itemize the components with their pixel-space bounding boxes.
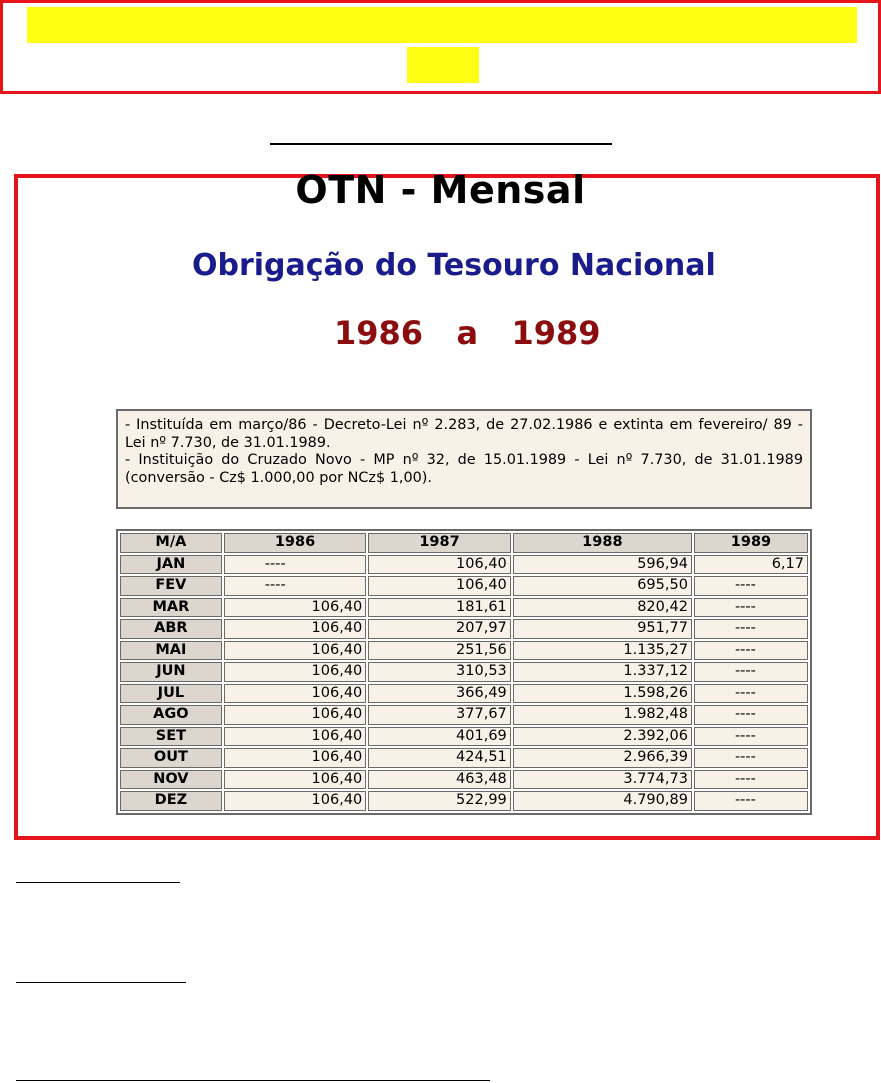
month-cell: JUL bbox=[120, 684, 222, 704]
value-cell: 6,17 bbox=[694, 555, 808, 575]
column-header: 1989 bbox=[694, 533, 808, 553]
month-cell: MAR bbox=[120, 598, 222, 618]
month-cell: AGO bbox=[120, 705, 222, 725]
value-cell: 1.337,12 bbox=[513, 662, 692, 682]
value-cell: ---- bbox=[694, 662, 808, 682]
value-cell: ---- bbox=[694, 684, 808, 704]
value-cell: 424,51 bbox=[368, 748, 511, 768]
page-title: OTN - Mensal bbox=[295, 168, 586, 212]
month-cell: JAN bbox=[120, 555, 222, 575]
table-row bbox=[120, 770, 808, 790]
value-cell: 820,42 bbox=[513, 598, 692, 618]
value-cell: 377,67 bbox=[368, 705, 511, 725]
month-cell: SET bbox=[120, 727, 222, 747]
value-cell: 106,40 bbox=[224, 770, 367, 790]
value-cell: 207,97 bbox=[368, 619, 511, 639]
page-subtitle: Obrigação do Tesouro Nacional bbox=[192, 248, 716, 283]
month-cell: NOV bbox=[120, 770, 222, 790]
month-cell: FEV bbox=[120, 576, 222, 596]
value-cell: 1.598,26 bbox=[513, 684, 692, 704]
value-cell: 106,40 bbox=[224, 684, 367, 704]
table-row bbox=[120, 619, 808, 639]
table-row bbox=[120, 662, 808, 682]
value-cell: ---- bbox=[694, 598, 808, 618]
value-cell: 4.790,89 bbox=[513, 791, 692, 811]
table-row bbox=[120, 748, 808, 768]
blank-line bbox=[16, 1080, 490, 1081]
value-cell: ---- bbox=[694, 641, 808, 661]
value-cell: 951,77 bbox=[513, 619, 692, 639]
value-cell: 2.392,06 bbox=[513, 727, 692, 747]
table-row bbox=[120, 684, 808, 704]
value-cell: 106,40 bbox=[224, 598, 367, 618]
value-cell: 106,40 bbox=[368, 576, 511, 596]
note-line-2: - Instituição do Cruzado Novo - MP nº 32, de 15.01.1989 - Lei nº 7.730, de 31.01.1989 (conversão - Cz$ 1.000,00 por NCz$ 1,00). bbox=[125, 452, 803, 486]
table-row bbox=[120, 705, 808, 725]
info-note-box bbox=[116, 409, 812, 509]
table-row bbox=[120, 555, 808, 575]
month-cell: JUN bbox=[120, 662, 222, 682]
value-cell: ---- bbox=[694, 727, 808, 747]
year-range: 1986 a 1989 bbox=[334, 314, 601, 352]
month-cell: DEZ bbox=[120, 791, 222, 811]
highlighted-header-box bbox=[0, 0, 881, 94]
highlight-bar-short bbox=[407, 47, 479, 83]
column-header: 1987 bbox=[368, 533, 511, 553]
column-header: 1986 bbox=[224, 533, 367, 553]
month-cell: OUT bbox=[120, 748, 222, 768]
blank-line bbox=[16, 882, 180, 883]
month-cell: MAI bbox=[120, 641, 222, 661]
table-row bbox=[120, 791, 808, 811]
value-cell: ---- bbox=[224, 555, 367, 575]
value-cell: 106,40 bbox=[224, 791, 367, 811]
table-row bbox=[120, 598, 808, 618]
heading-underline bbox=[270, 143, 612, 145]
column-header: M/A bbox=[120, 533, 222, 553]
note-line-1: - Instituída em março/86 - Decreto-Lei nº 2.283, de 27.02.1986 e extinta em fevereiro/ 89 - Lei nº 7.730, de 31.01.1989. bbox=[125, 417, 803, 451]
table-row bbox=[120, 641, 808, 661]
table-header-row bbox=[120, 533, 808, 553]
value-cell: 401,69 bbox=[368, 727, 511, 747]
value-cell: 106,40 bbox=[224, 705, 367, 725]
value-cell: 2.966,39 bbox=[513, 748, 692, 768]
column-header: 1988 bbox=[513, 533, 692, 553]
value-cell: 522,99 bbox=[368, 791, 511, 811]
value-cell: ---- bbox=[694, 705, 808, 725]
value-cell: 106,40 bbox=[224, 662, 367, 682]
value-cell: 106,40 bbox=[224, 727, 367, 747]
value-cell: 106,40 bbox=[224, 641, 367, 661]
value-cell: ---- bbox=[224, 576, 367, 596]
value-cell: 596,94 bbox=[513, 555, 692, 575]
value-cell: ---- bbox=[694, 576, 808, 596]
value-cell: 3.774,73 bbox=[513, 770, 692, 790]
value-cell: 251,56 bbox=[368, 641, 511, 661]
value-cell: 181,61 bbox=[368, 598, 511, 618]
value-cell: 366,49 bbox=[368, 684, 511, 704]
blank-line bbox=[16, 982, 186, 983]
table-row bbox=[120, 727, 808, 747]
value-cell: 106,40 bbox=[224, 619, 367, 639]
value-cell: 106,40 bbox=[224, 748, 367, 768]
value-cell: 695,50 bbox=[513, 576, 692, 596]
value-cell: ---- bbox=[694, 748, 808, 768]
value-cell: 463,48 bbox=[368, 770, 511, 790]
value-cell: 310,53 bbox=[368, 662, 511, 682]
value-cell: ---- bbox=[694, 619, 808, 639]
otn-table bbox=[116, 529, 812, 815]
month-cell: ABR bbox=[120, 619, 222, 639]
value-cell: 1.135,27 bbox=[513, 641, 692, 661]
value-cell: 1.982,48 bbox=[513, 705, 692, 725]
value-cell: 106,40 bbox=[368, 555, 511, 575]
highlight-bar bbox=[27, 7, 857, 43]
value-cell: ---- bbox=[694, 770, 808, 790]
value-cell: ---- bbox=[694, 791, 808, 811]
table-row bbox=[120, 576, 808, 596]
